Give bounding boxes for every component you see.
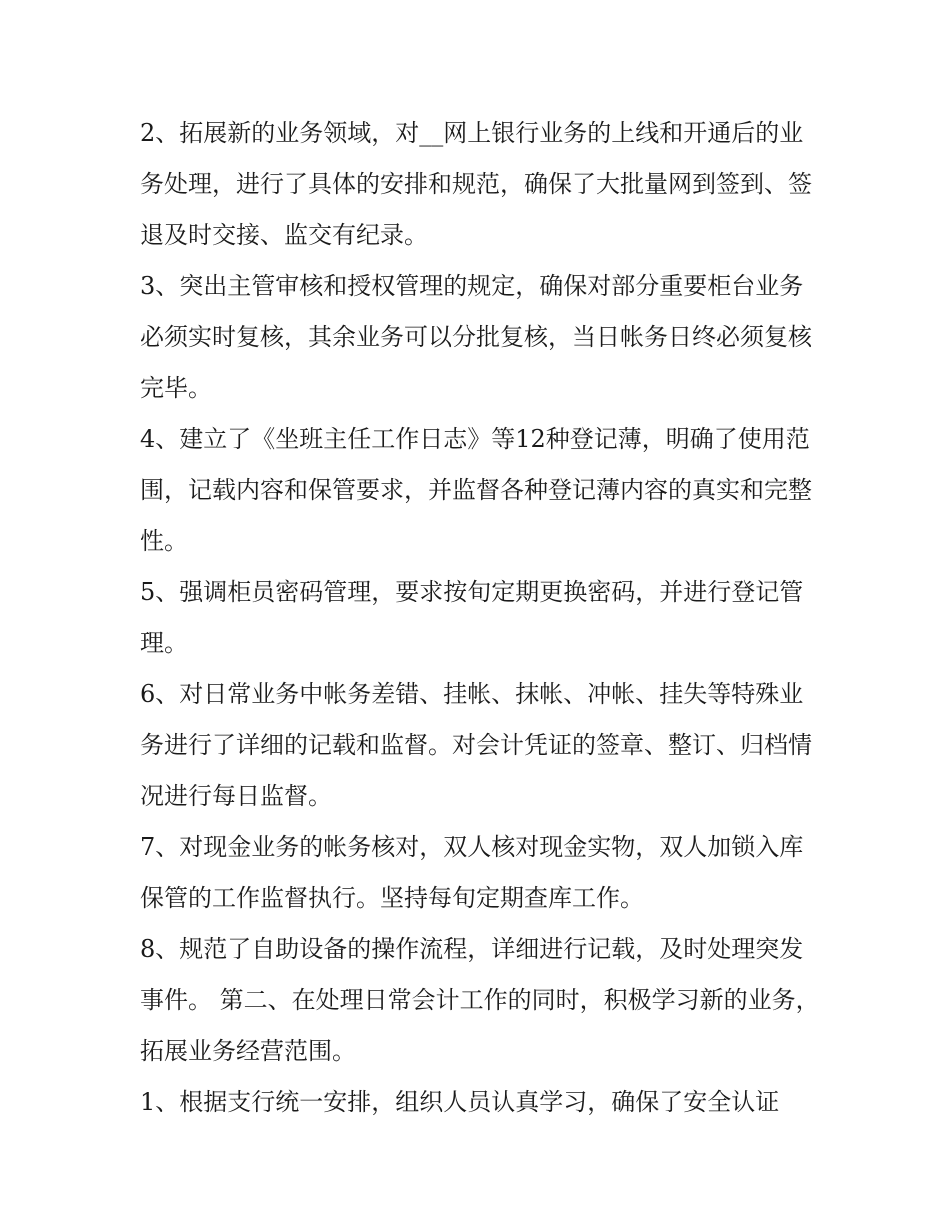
paragraph-item-6: 6、对日常业务中帐务差错、挂帐、抹帐、冲帐、挂失等特殊业务进行了详细的记载和监督。对会计凭证的签章、整订、归档情况进行每日监督。 — [140, 680, 812, 810]
document-body — [140, 108, 820, 1128]
paragraph-item-2: 2、拓展新的业务领域，对__网上银行业务的上线和开通后的业务处理，进行了具体的安排和规范，确保了大批量网到签到、签退及时交接、监交有纪录。 — [140, 119, 812, 249]
paragraph-item-3: 3、突出主管审核和授权管理的规定，确保对部分重要柜台业务必须实时复核，其余业务可以分批复核，当日帐务日终必须复核完毕。 — [140, 272, 812, 402]
paragraph-item-7: 7、对现金业务的帐务核对，双人核对现金实物，双人加锁入库保管的工作监督执行。坚持每旬定期查库工作。 — [140, 833, 804, 912]
paragraph-item-4: 4、建立了《坐班主任工作日志》等12种登记薄，明确了使用范围，记载内容和保管要求，并监督各种登记薄内容的真实和完整性。 — [140, 425, 812, 555]
paragraph-item-8: 8、规范了自助设备的操作流程，详细进行记载，及时处理突发事件。 第二、在处理日常会计工作的同时，积极学习新的业务，拓展业务经营范围。 — [140, 935, 820, 1065]
paragraph-item-1: 1、根据支行统一安排，组织人员认真学习，确保了安全认证 — [140, 1088, 780, 1116]
paragraph-item-5: 5、强调柜员密码管理，要求按旬定期更换密码，并进行登记管理。 — [140, 578, 804, 657]
